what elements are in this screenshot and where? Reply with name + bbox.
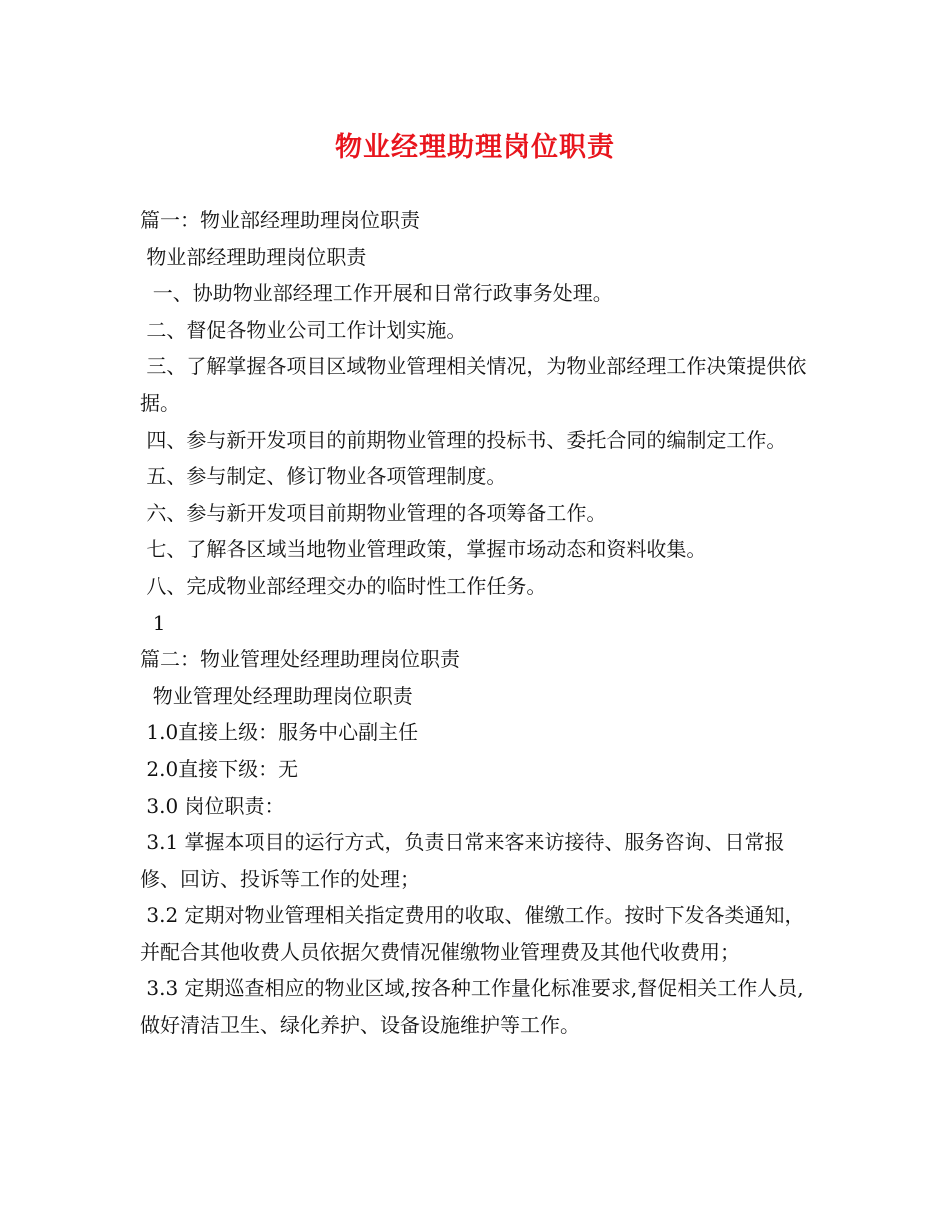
section-heading-2: 篇二：物业管理处经理助理岗位职责 (140, 647, 460, 672)
duty-item: 3.3 定期巡查相应的物业区域,按各种工作量化标准要求,督促相关工作人员,做好清洁卫生、绿化养护、设备设施维护等工作。 (140, 976, 804, 1038)
duty-item: 七、了解各区域当地物业管理政策，掌握市场动态和资料收集。 (140, 537, 707, 562)
duty-item: 二、督促各物业公司工作计划实施。 (140, 317, 467, 342)
duty-item: 3.1 掌握本项目的运行方式，负责日常来客来访接待、服务咨询、日常报修、回访、投诉等工作的处理； (140, 830, 785, 891)
duty-item: 四、参与新开发项目的前期物业管理的投标书、委托合同的编制定工作。 (140, 427, 787, 452)
duty-item: 3.2 定期对物业管理相关指定费用的收取、催缴工作。按时下发各类通知，并配合其他收费人员依据欠费情况催缴物业管理费及其他代收费用； (140, 903, 805, 964)
duty-item: 一、协助物业部经理工作开展和日常行政事务处理。 (140, 281, 613, 306)
duty-item: 三、了解掌握各项目区域物业管理相关情况，为物业部经理工作决策提供依据。 (140, 354, 807, 415)
document-title: 物业经理助理岗位职责 (335, 132, 615, 163)
section-subtitle-1: 物业部经理助理岗位职责 (140, 244, 367, 269)
duty-item: 五、参与制定、修订物业各项管理制度。 (140, 464, 507, 489)
duty-item: 2.0直接下级：无 (140, 756, 299, 781)
duty-item: 六、参与新开发项目前期物业管理的各项筹备工作。 (140, 500, 607, 525)
duty-item: 八、完成物业部经理交办的临时性工作任务。 (140, 573, 547, 598)
section-subtitle-2: 物业管理处经理助理岗位职责 (140, 683, 413, 708)
duty-item: 3.0 岗位职责： (140, 793, 285, 818)
duty-item: 1.0直接上级：服务中心副主任 (140, 720, 419, 745)
section-heading-1: 篇一：物业部经理助理岗位职责 (140, 208, 420, 232)
document-body (140, 202, 816, 1044)
page-number: 1 (140, 610, 166, 635)
